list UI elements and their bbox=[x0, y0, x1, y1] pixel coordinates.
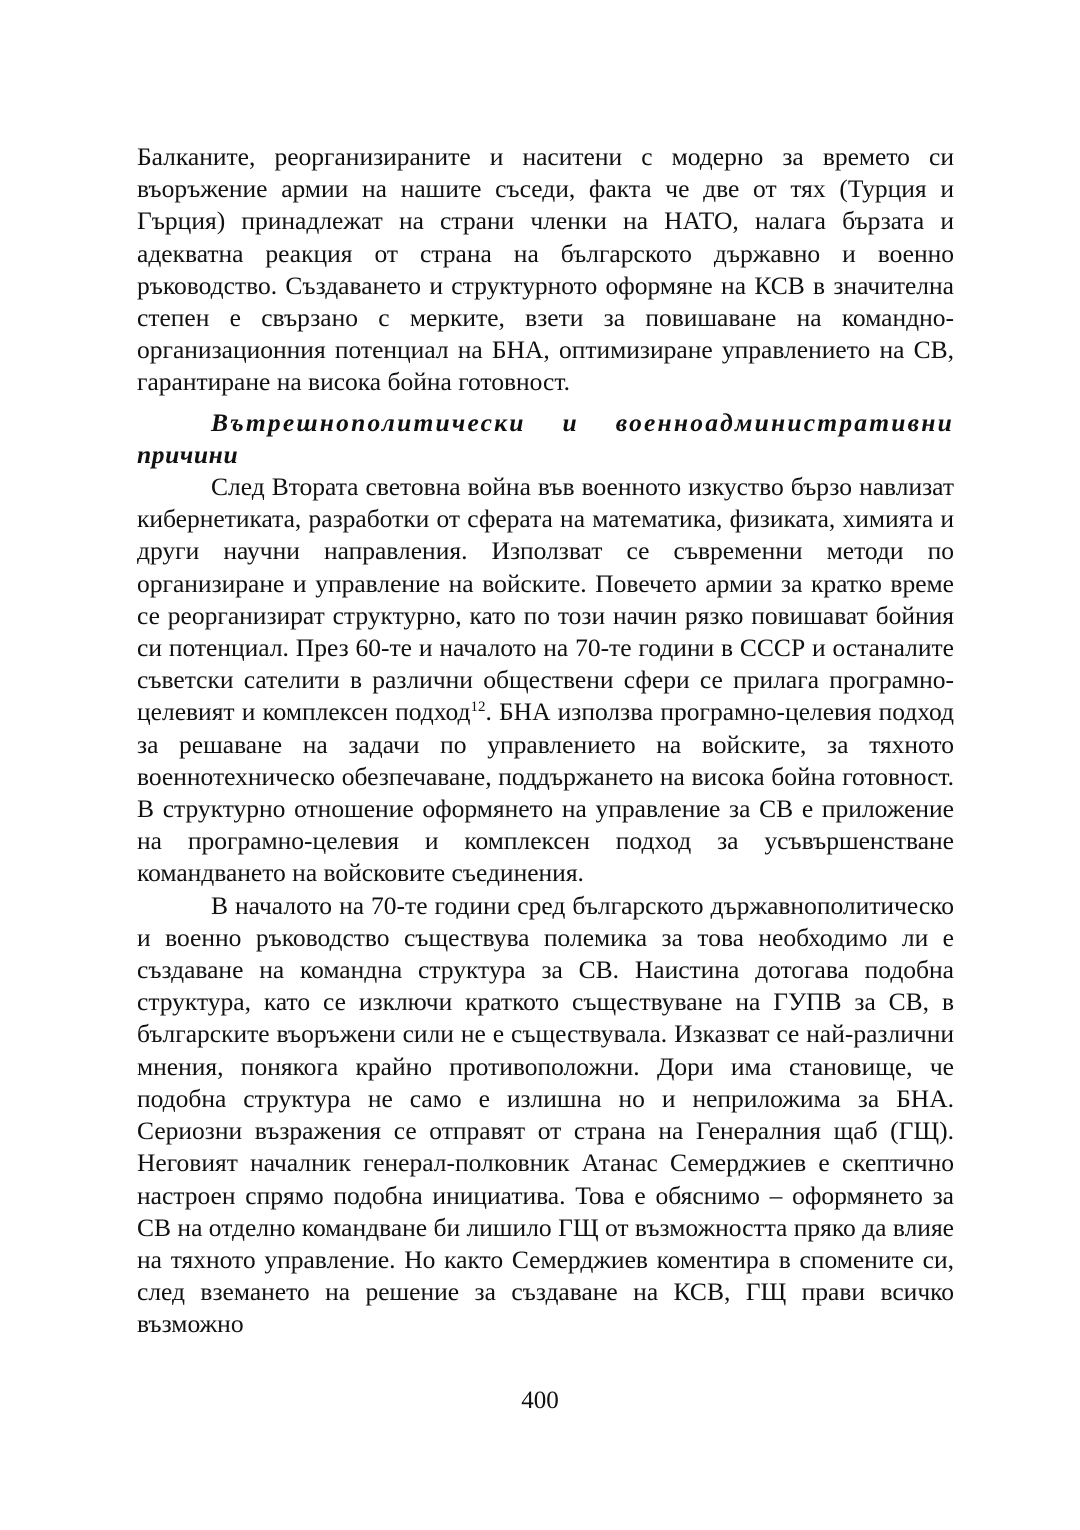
footnote-ref: 12 bbox=[470, 699, 486, 716]
paragraph-intro: Балканите, реорганизираните и наситени с модерно за времето си въоръжение армии на нашите съседи, факта че две от тях (Турция и Гърция) принадлежат на страни членки на НАТО, налага бързата и адекватна реакция от страна на българското държавно и военно ръководство. Създаването и структурното оформяне на КСВ в значителна степен е свързано с мерките, взети за повишаване на командно-организационния потенциал на БНА, оптимизиране управлението на СВ, гарантиране на висока бойна готовност. bbox=[137, 142, 954, 397]
section-heading-line2: причини bbox=[137, 439, 239, 469]
section-heading bbox=[137, 407, 954, 471]
paragraph-cybernetics-text-a: След Втората световна война във военното изкуство бързо навлизат кибернетиката, разработки от сферата на математика, физиката, химията и други научни направления. Използват се съвременни методи по организиране и управление на войските. Повечето армии за кратко време се реорганизират структурно, като по този начин рязко повишават бойния си потенциал. През 60-те и началото на 70-те години в СССР и останалите съветски сателити в различни обществени сфери се прилага програмно-целевият и комплексен подход bbox=[137, 472, 954, 727]
section-heading-line1: Вътрешнополитически и военноадминистративни bbox=[211, 407, 954, 437]
page-body bbox=[137, 141, 954, 1341]
page-number: 400 bbox=[521, 1387, 559, 1414]
paragraph-cybernetics bbox=[137, 471, 954, 890]
paragraph-cybernetics-text-b: . БНА използва програмно-целевия подход за решаване на задачи по управлението на войските, за тяхното военнотехническо обезпечаване, поддържането на висока бойна готовност. В структурно отношение оформянето на управление за СВ е приложение на програмно-целевия и комплексен подход за усъвършенстване командването на войсковите съединения. bbox=[137, 697, 954, 888]
paragraph-polemic: В началото на 70-те години сред българското държавнополитическо и военно ръководство съществува полемика за това необходимо ли е създаване на командна структура за СВ. Наистина дотогава подобна структура, като се изключи краткото съществуване на ГУПВ за СВ, в българските въоръжени сили не е съществувала. Изказват се най-различни мнения, понякога крайно противоположни. Дори има становище, че подобна структура не само е излишна но и неприложима за БНА. Сериозни възражения се отправят от страна на Генералния щаб (ГЩ). Неговият началник генерал-полковник Атанас Семерджиев е скептично настроен спрямо подобна инициатива. Това е обяснимо – оформянето за СВ на отделно командване би лишило ГЩ от възможността пряко да влияе на тяхното управление. Но както Семерджиев коментира в спомените си, след вземането на решение за създаване на КСВ, ГЩ прави всичко възможно bbox=[137, 890, 954, 1339]
